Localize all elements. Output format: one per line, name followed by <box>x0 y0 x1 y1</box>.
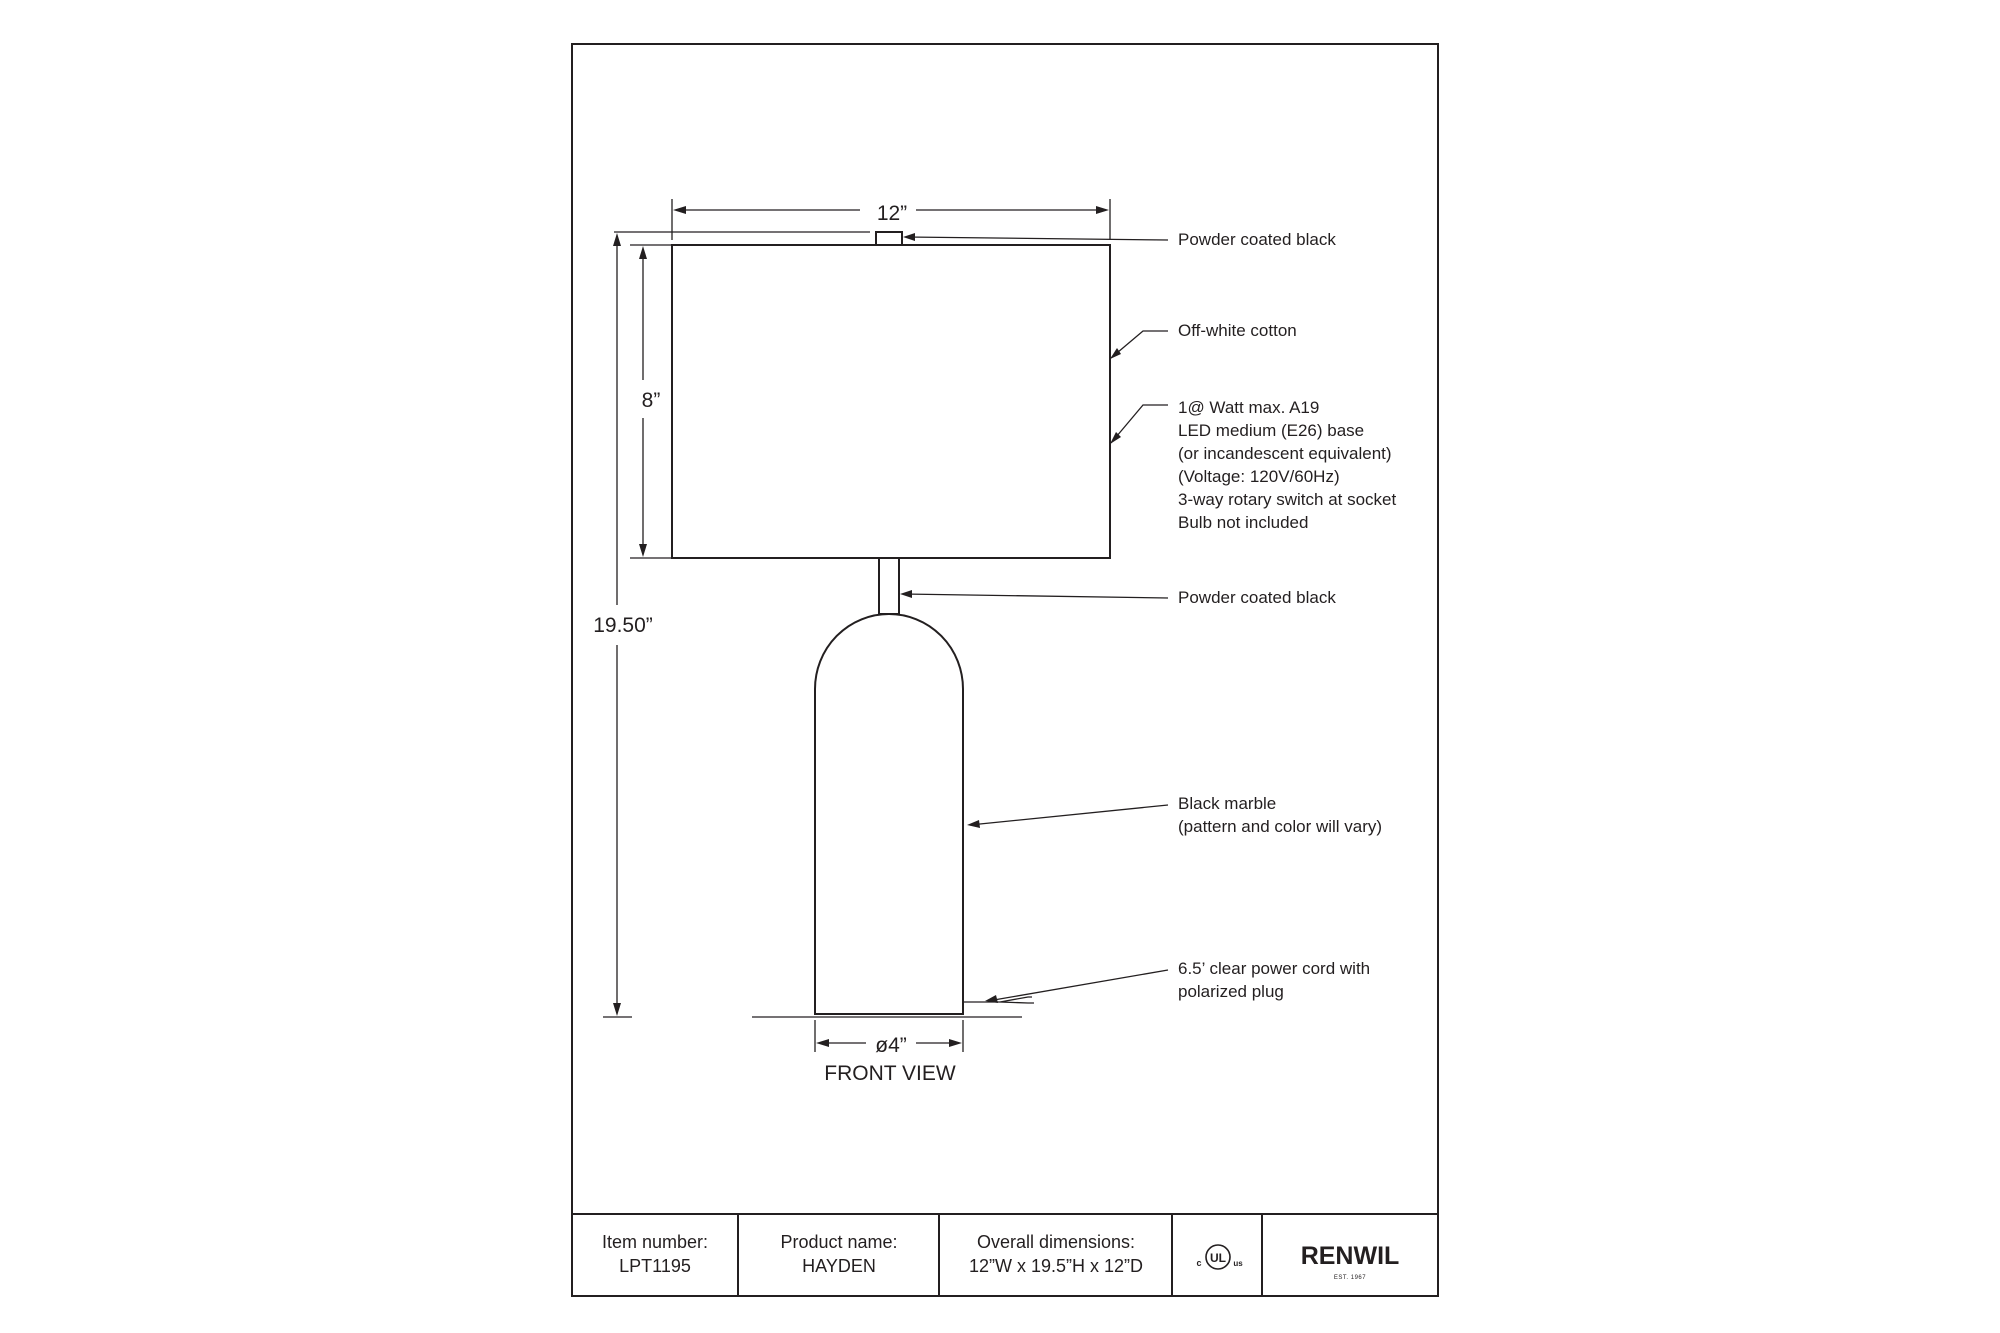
svg-text:us: us <box>1233 1259 1243 1268</box>
callout-bulb-line: 1@ Watt max. A19 <box>1178 398 1320 417</box>
lamp-shade <box>672 245 1110 558</box>
renwil-logo <box>1301 1242 1400 1281</box>
product-name-label: Product name: <box>780 1232 898 1252</box>
svg-text:RENWIL: RENWIL <box>1300 1242 1400 1270</box>
item-number-label: Item number: <box>601 1232 709 1252</box>
lamp-illustration <box>672 232 1110 1017</box>
overall-height-label: 19.50” <box>593 614 653 637</box>
callout-bulb-line: (or incandescent equivalent) <box>1178 444 1392 463</box>
svg-text:UL: UL <box>1210 1251 1226 1265</box>
ul-certification-icon <box>1196 1245 1243 1269</box>
callout-stem: Powder coated black <box>1178 588 1336 607</box>
lamp-stem <box>879 558 899 614</box>
callout-finial: Powder coated black <box>1178 230 1336 249</box>
callout-bulb-line: (Voltage: 120V/60Hz) <box>1178 467 1340 486</box>
view-label: FRONT VIEW <box>824 1062 956 1085</box>
callout-cord-line: polarized plug <box>1178 982 1284 1001</box>
power-cord <box>963 997 1034 1003</box>
callout-marble-line: (pattern and color will vary) <box>1178 817 1383 836</box>
callout-shade: Off-white cotton <box>1178 321 1297 340</box>
dimension-shade-height <box>630 245 672 558</box>
title-block <box>572 1214 1438 1296</box>
callout-bulb-line: 3-way rotary switch at socket <box>1178 490 1397 509</box>
shade-width-label: 12” <box>876 202 908 225</box>
callout-marble-line: Black marble <box>1178 794 1277 813</box>
base-diameter-label: ø4” <box>875 1034 907 1057</box>
callout-texts <box>1178 230 1397 1001</box>
finial <box>876 232 902 245</box>
dimensions-value: 12”W x 19.5”H x 12”D <box>968 1256 1144 1276</box>
svg-text:c: c <box>1196 1258 1202 1268</box>
marble-body <box>815 614 963 1014</box>
callout-bulb-line: Bulb not included <box>1178 513 1309 532</box>
dimensions-label: Overall dimensions: <box>976 1232 1136 1252</box>
item-number-value: LPT1195 <box>619 1256 691 1276</box>
product-name-value: HAYDEN <box>802 1256 876 1276</box>
callout-cord-line: 6.5’ clear power cord with <box>1178 959 1371 978</box>
callout-bulb-line: LED medium (E26) base <box>1178 421 1365 440</box>
shade-height-label: 8” <box>641 389 661 412</box>
dimension-base-diameter <box>815 1020 963 1057</box>
svg-text:EST. 1967: EST. 1967 <box>1333 1275 1367 1281</box>
